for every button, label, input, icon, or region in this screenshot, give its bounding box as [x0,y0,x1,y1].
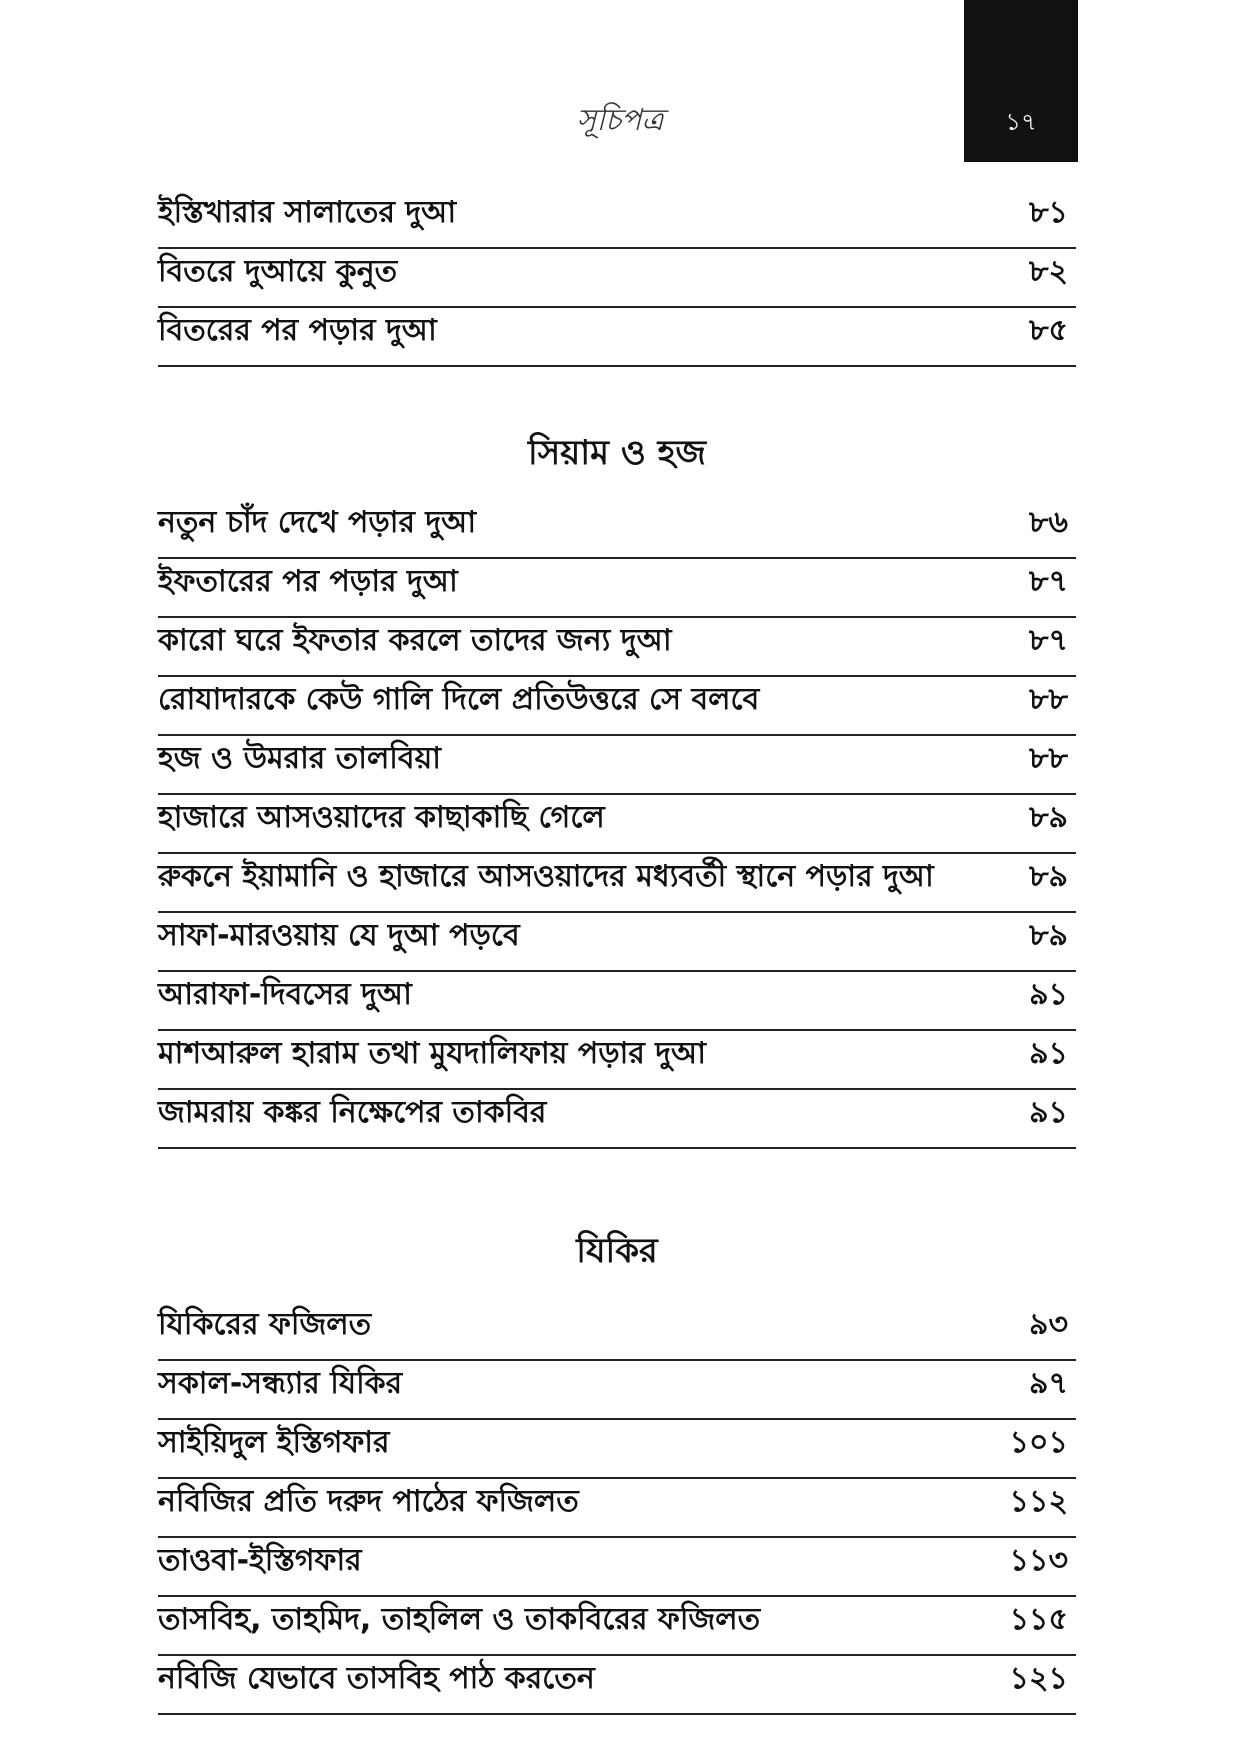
page-number: ১৭ [1005,108,1037,136]
toc-entry-title: ইস্তিখারার সালাতের দুআ [158,195,457,230]
toc-section-zikir [158,1220,1076,1282]
toc-entry-title: বিতরের পর পড়ার দুআ [158,313,437,348]
toc-entry-title: রোযাদারকে কেউ গালি দিলে প্রতিউত্তরে সে বলবে [158,682,760,717]
toc-list-siyam-hajj [158,500,1076,1149]
toc-row[interactable] [158,1479,1076,1538]
toc-row[interactable] [158,1302,1076,1361]
toc-entry-page: ৯৩ [1029,1307,1068,1342]
toc-row[interactable] [158,1597,1076,1656]
toc-entry-title: ইফতারের পর পড়ার দুআ [158,564,458,599]
toc-entry-title: নবিজি যেভাবে তাসবিহ পাঠ করতেন [158,1661,595,1696]
toc-entry-page: ১১৩ [1009,1543,1068,1578]
toc-section-continued [158,190,1076,367]
toc-entry-page: ৮২ [1029,254,1068,289]
toc-row[interactable] [158,972,1076,1031]
toc-entry-title: হজ ও উমরার তালবিয়া [158,741,441,776]
toc-row[interactable] [158,1361,1076,1420]
running-header-title: সূচিপত্র [576,103,664,138]
toc-entry-title: যিকিরের ফজিলত [158,1307,372,1342]
toc-row[interactable] [158,1090,1076,1149]
toc-entry-title: নবিজির প্রতি দরুদ পাঠের ফজিলত [158,1484,579,1519]
toc-entry-title: বিতরে দুআয়ে কুনুত [158,254,398,289]
toc-entry-title: সাফা-মারওয়ায় যে দুআ পড়বে [158,918,520,953]
toc-row[interactable] [158,913,1076,972]
toc-row[interactable] [158,1538,1076,1597]
toc-entry-page: ১১৫ [1009,1602,1068,1637]
page-number-tab [964,0,1078,162]
toc-entry-page: ৮৭ [1029,623,1068,658]
toc-entry-title: আরাফা-দিবসের দুআ [158,977,412,1012]
toc-entry-page: ৯১ [1029,1095,1068,1130]
toc-entry-page: ৯১ [1029,977,1068,1012]
toc-entry-page: ১১২ [1009,1484,1068,1519]
toc-row[interactable] [158,190,1076,249]
toc-entry-title: কারো ঘরে ইফতার করলে তাদের জন্য দুআ [158,623,672,658]
toc-row[interactable] [158,795,1076,854]
toc-entry-page: ৮৮ [1029,682,1068,717]
toc-entry-title: তাসবিহ, তাহমিদ, তাহলিল ও তাকবিরের ফজিলত [158,1602,761,1637]
toc-entry-page: ৯১ [1029,1036,1068,1071]
toc-entry-title: রুকনে ইয়ামানি ও হাজারে আসওয়াদের মধ্যবর্তী স্থানে পড়ার দুআ [158,859,934,894]
section-heading: যিকির [576,1231,658,1271]
toc-section-siyam-hajj [158,422,1076,484]
toc-row[interactable] [158,249,1076,308]
toc-row[interactable] [158,500,1076,559]
toc-entry-page: ৮৯ [1029,918,1068,953]
toc-entry-page: ৮৫ [1029,313,1068,348]
toc-entry-page: ৮১ [1029,195,1068,230]
toc-entry-title: তাওবা-ইস্তিগফার [158,1543,362,1578]
toc-entry-page: ৮৯ [1029,800,1068,835]
toc-entry-title: জামরায় কঙ্কর নিক্ষেপের তাকবির [158,1095,547,1130]
toc-row[interactable] [158,1656,1076,1715]
toc-entry-page: ১০১ [1009,1425,1068,1460]
toc-row[interactable] [158,677,1076,736]
toc-entry-page: ৮৭ [1029,564,1068,599]
toc-entry-page: ৮৬ [1029,505,1068,540]
toc-entry-page: ১২১ [1009,1661,1068,1696]
toc-entry-title: সকাল-সন্ধ্যার যিকির [158,1366,403,1401]
toc-entry-title: মাশআরুল হারাম তথা মুযদালিফায় পড়ার দুআ [158,1036,707,1071]
section-heading: সিয়াম ও হজ [528,433,706,473]
toc-entry-page: ৯৭ [1029,1366,1068,1401]
toc-entry-title: সাইয়িদুল ইস্তিগফার [158,1425,390,1460]
toc-entry-page: ৮৯ [1029,859,1068,894]
toc-entry-page: ৮৮ [1029,741,1068,776]
toc-row[interactable] [158,308,1076,367]
toc-entry-title: নতুন চাঁদ দেখে পড়ার দুআ [158,505,477,540]
toc-row[interactable] [158,736,1076,795]
toc-row[interactable] [158,854,1076,913]
toc-row[interactable] [158,1420,1076,1479]
toc-row[interactable] [158,559,1076,618]
toc-row[interactable] [158,1031,1076,1090]
toc-row[interactable] [158,618,1076,677]
toc-list-zikir [158,1302,1076,1715]
toc-entry-title: হাজারে আসওয়াদের কাছাকাছি গেলে [158,800,605,835]
